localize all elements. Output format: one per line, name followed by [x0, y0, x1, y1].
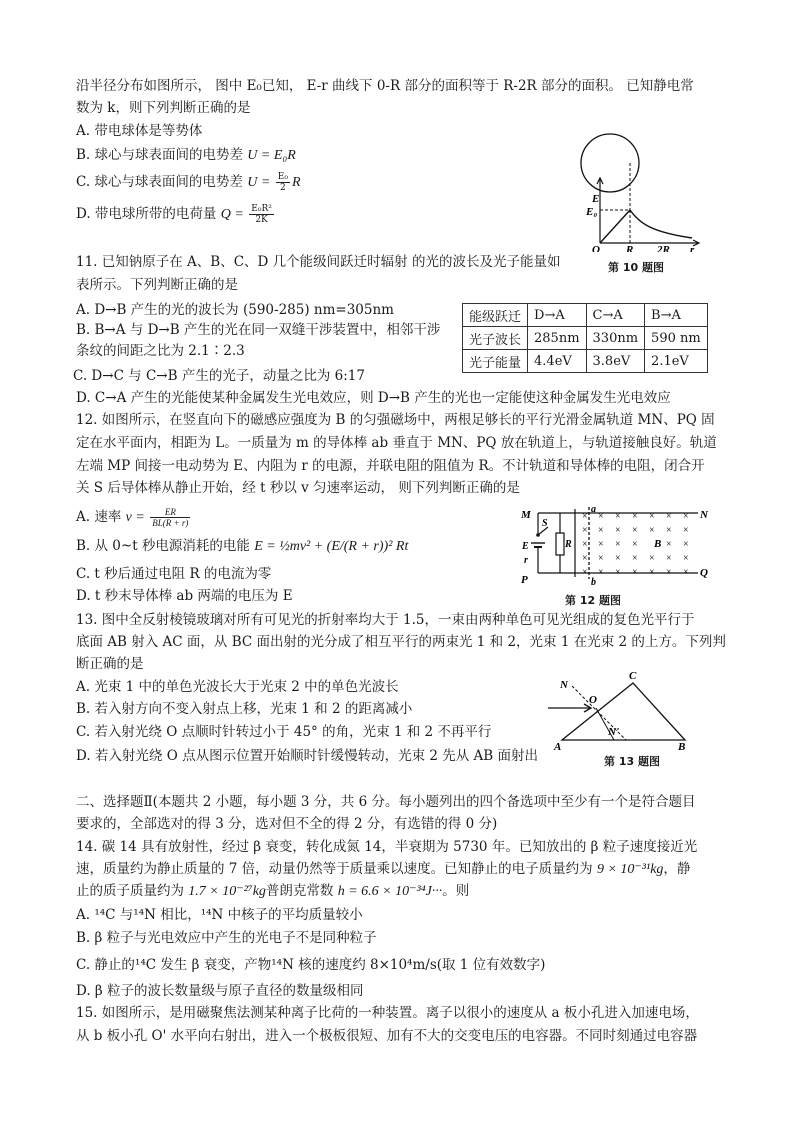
q11-intro-line2: 表所示。下列判断正确的是 [76, 277, 238, 293]
q10-figure-caption: 第 10 题图 [608, 261, 664, 274]
q12-figure [518, 503, 713, 588]
q10-option-d-text: D. 带电球所带的电荷量 [76, 206, 221, 222]
field-cross-mark: × [582, 525, 588, 536]
q10-label-e0: E₀ [586, 206, 598, 218]
table-cell: 3.8eV [586, 350, 645, 373]
field-cross-mark: × [632, 539, 638, 550]
field-cross-mark: × [649, 567, 655, 578]
q10-option-d-frac-num: E₀R² [251, 204, 272, 214]
q10-figure [580, 124, 705, 252]
field-cross-mark: × [632, 567, 638, 578]
field-cross-mark: × [683, 511, 689, 522]
q12-label-q: Q [700, 567, 708, 579]
field-cross-mark: × [598, 511, 604, 522]
q10-option-c [76, 172, 301, 193]
field-cross-mark: × [649, 511, 655, 522]
q14-option-d: D. β 粒子的波长数量级与原子直径的数量级相同 [76, 983, 364, 999]
q10-option-c-math-prefix: U = [247, 175, 274, 190]
q13-figure [540, 668, 710, 753]
q12-label-b: b [591, 577, 596, 588]
q12-option-a-fraction [150, 507, 190, 528]
q10-option-a: A. 带电球体是等势体 [76, 123, 203, 139]
q10-option-b-text: B. 球心与球表面间的电势差 [76, 147, 248, 163]
q12-label-m: M [521, 509, 531, 521]
table-row [463, 304, 708, 327]
q13-line1: 13. 图中全反射棱镜玻璃对所有可见光的折射率均大于 1.5，一束由两种单色可见光组成的复色光平行于 [76, 612, 695, 628]
field-cross-mark: × [598, 539, 604, 550]
q12-resistor-r [556, 533, 564, 555]
q11-option-d: D. C→A 产生的光能使某种金属发生光电效应，则 D→B 产生的光也一定能使这种金属发生光电效应 [76, 390, 671, 406]
field-cross-mark: × [598, 567, 604, 578]
q12-line4: 关 S 后导体棒从静止开始，经 t 秒以 v 匀速率运动， 则下列判断正确的是 [76, 480, 520, 496]
q12-option-b-math: E = ½mv² + (E/(R + r))² Rt [254, 539, 409, 554]
table-cell: 2.1eV [645, 350, 708, 373]
q10-label-r-axis: r [690, 244, 695, 252]
field-cross-mark: × [683, 567, 689, 578]
field-cross-mark: × [632, 511, 638, 522]
q14-line2-end: ，静 [663, 861, 691, 877]
field-cross-mark: × [666, 567, 672, 578]
table-cell: 4.4eV [528, 350, 587, 373]
q10-figure-outer-curve [630, 210, 692, 238]
q14-line3-mid: 普朗克常数 [265, 883, 338, 899]
q14-planck-constant: h = 6.6 × 10⁻³⁴J··· [337, 884, 443, 899]
q10-option-c-math-suffix: R [291, 175, 301, 190]
q14-line3-text: 止的质子质量约为 [76, 883, 189, 899]
table-cell: 590 nm [645, 327, 708, 350]
q10-figure-inner-line [600, 210, 630, 243]
q11-option-b-line1: B. B→A 与 D→B 产生的光在同一双缝干涉装置中，相邻干涉 [76, 322, 441, 338]
table-header-cell: 能级跃迁 [463, 304, 528, 327]
q13-label-b: B [678, 741, 686, 753]
q12-label-s: S [542, 518, 548, 529]
q11-option-a: A. D→B 产生的光的波长为 (590-285) nm=305nm [76, 302, 394, 318]
q10-option-d-frac-den: 2K [255, 215, 268, 225]
q10-intro-line2: 数为 k，则下列判断正确的是 [76, 100, 251, 116]
q12-figure-caption: 第 12 题图 [565, 594, 621, 607]
q13-line2: 底面 AB 射入 AC 面，从 BC 面出射的光分成了相互平行的两束光 1 和 2，光束 1 在光束 2 的上方。下列判 [76, 634, 726, 650]
field-cross-mark: × [615, 525, 621, 536]
q15-line2: 从 b 板小孔 O' 水平向右射出，进入一个极板很短、加有不大的交变电压的电容器。不同时刻通过电容器 [76, 1028, 698, 1044]
q12-option-a-math-prefix: v = [125, 510, 149, 525]
q14-option-a: A. ¹⁴C 与¹⁴N 相比，¹⁴N 中核子的平均质量较小 [76, 907, 363, 923]
q11-energy-table [462, 303, 708, 373]
q14-line2-text: 速，质量约为静止质量的 7 倍，动量仍然等于质量乘以速度。已知静止的电子质量约为 [76, 861, 597, 877]
field-cross-mark: × [632, 553, 638, 564]
q12-label-r-internal: r [524, 555, 528, 566]
field-cross-mark: × [649, 525, 655, 536]
q12-label-resistor: R [565, 539, 572, 550]
q12-line1: 12. 如图所示，在竖直向下的磁感应强度为 B 的匀强磁场中，两根足够长的平行光滑金属轨道 MN、PQ 固 [76, 412, 715, 428]
q13-option-a: A. 光束 1 中的单色光波长大于光束 2 中的单色光波长 [76, 679, 399, 695]
field-cross-mark: × [632, 525, 638, 536]
q14-line3 [76, 881, 469, 902]
field-cross-mark: × [615, 511, 621, 522]
field-cross-mark: × [582, 553, 588, 564]
table-cell: 光子波长 [463, 327, 528, 350]
table-header-cell: B→A [645, 304, 708, 327]
field-cross-mark: × [582, 567, 588, 578]
field-cross-mark: × [615, 539, 621, 550]
q12-label-p: P [521, 574, 528, 586]
field-cross-mark: × [683, 525, 689, 536]
q12-label-n: N [700, 509, 708, 521]
q13-option-b: B. 若入射方向不变入射点上移，光束 1 和 2 的距离减小 [76, 701, 413, 717]
q12-magnetic-field [582, 511, 689, 578]
q10-intro-line1: 沿半径分布如图所示， 图中 E₀已知， E-r 曲线下 0-R 部分的面积等于 R-2R 部分的面积。 已知静电常 [76, 78, 694, 94]
table-cell: 285nm [528, 327, 587, 350]
q13-line3: 断正确的是 [76, 656, 144, 672]
field-cross-mark: × [598, 525, 604, 536]
q10-option-d [76, 204, 276, 225]
q12-option-a-frac-den: BL(R + r) [152, 518, 189, 528]
q13-label-n-prime: N' [608, 726, 619, 738]
q14-electron-mass: 9 × 10⁻³¹kg [596, 862, 664, 877]
q10-label-2r: 2R [657, 244, 670, 252]
q14-option-c: C. 静止的¹⁴C 发生 β 衰变，产物¹⁴N 核的速度约 8×10⁴m/s(取 1 位有效数字) [76, 957, 546, 973]
q10-option-c-frac-den: 2 [280, 183, 286, 193]
q13-figure-caption: 第 13 题图 [604, 755, 660, 768]
section2-line1: 二、选择题Ⅱ(本题共 2 小题，每小题 3 分，共 6 分。每小题列出的四个备选项中至少有一个是符合题目 [76, 794, 696, 810]
q14-line1: 14. 碳 14 具有放射性，经过 β 衰变，转化成氮 14，半衰期为 5730 年。已知放出的 β 粒子速度接近光 [76, 839, 698, 855]
q10-option-b [76, 145, 296, 166]
q12-label-a: a [591, 504, 596, 515]
q11-option-b-line2: 条纹的间距之比为 2.1∶2.3 [76, 343, 245, 359]
q10-option-d-math-prefix: Q = [220, 207, 248, 222]
q15-line1: 15. 如图所示，是用磁聚焦法测某种离子比荷的一种装置。离子以很小的速度从 a 板小孔进入加速电场， [76, 1005, 699, 1021]
q10-option-c-text: C. 球心与球表面间的电势差 [76, 174, 248, 190]
field-cross-mark: × [666, 525, 672, 536]
field-cross-mark: × [582, 539, 588, 550]
q13-label-a: A [554, 741, 562, 753]
q12-label-e: E [522, 541, 529, 552]
q13-label-c: C [629, 670, 637, 682]
q12-line2: 定在水平面内，相距为 L。一质量为 m 的导体棒 ab 垂直于 MN、PQ 放在轨道上，与轨道接触良好。轨道 [76, 435, 717, 451]
q10-option-b-math: U = E₀R [247, 148, 296, 163]
field-cross-mark: × [666, 511, 672, 522]
q10-label-r: R [626, 244, 634, 252]
q12-option-a-text: A. 速率 [76, 509, 126, 525]
field-cross-mark: × [666, 539, 672, 550]
q14-line3-end: 。则 [442, 883, 470, 899]
q12-option-a-frac-num: ER [150, 507, 190, 518]
field-cross-mark: × [683, 539, 689, 550]
table-row [463, 327, 708, 350]
table-header-cell: D→A [528, 304, 587, 327]
q13-label-o: O [589, 694, 597, 706]
field-cross-mark: × [649, 553, 655, 564]
q10-label-e: E [592, 193, 600, 205]
q12-label-b-field: B [654, 538, 662, 550]
field-cross-mark: × [666, 553, 672, 564]
field-cross-mark: × [615, 553, 621, 564]
q13-option-c: C. 若入射光绕 O 点顺时针转过小于 45° 的角，光束 1 和 2 不再平行 [76, 724, 492, 740]
q10-label-o: O [592, 244, 600, 252]
q10-option-c-frac-num: E₀ [277, 172, 288, 182]
section2-line2: 要求的，全部选对的得 3 分，选对但不全的得 2 分，有选错的得 0 分) [76, 816, 498, 832]
table-header-cell: C→A [586, 304, 645, 327]
q12-switch-pivot [536, 533, 540, 537]
q12-option-b-text: B. 从 0~t 秒电源消耗的电能 [76, 538, 255, 554]
table-row [463, 350, 708, 373]
q13-label-n: N [560, 679, 568, 691]
q14-proton-mass: 1.7 × 10⁻²⁷kg [188, 884, 266, 899]
field-cross-mark: × [582, 511, 588, 522]
field-cross-mark: × [615, 567, 621, 578]
table-cell: 光子能量 [463, 350, 528, 373]
table-cell: 330nm [586, 327, 645, 350]
q10-option-d-fraction [249, 204, 274, 225]
q14-option-b: B. β 粒子与光电效应中产生的光电子不是同种粒子 [76, 930, 377, 946]
field-cross-mark: × [683, 553, 689, 564]
q12-line3: 左端 MP 间接一电动势为 E、内阻为 r 的电源，并联电阻的阻值为 R。不计轨道和导体棒的电阻，闭合开 [76, 458, 705, 474]
q13-prism [562, 683, 685, 740]
field-cross-mark: × [598, 553, 604, 564]
q12-option-b [76, 536, 408, 557]
q12-option-c: C. t 秒后通过电阻 R 的电流为零 [76, 566, 272, 582]
q13-option-d: D. 若入射光绕 O 点从图示位置开始顺时针缓慢转动，光束 2 先从 AB 面射出 [76, 748, 538, 764]
q12-option-d: D. t 秒末导体棒 ab 两端的电压为 E [76, 588, 293, 604]
q12-option-a [76, 507, 192, 528]
q11-intro-line1: 11. 已知钠原子在 A、B、C、D 几个能级间跃迁时辐射 的光的波长及光子能量如 [76, 254, 561, 270]
q14-line2 [76, 859, 690, 880]
q10-option-c-fraction [276, 172, 290, 193]
q11-option-c: C. D→C 与 C→B 产生的光子，动量之比为 6:17 [73, 368, 365, 384]
